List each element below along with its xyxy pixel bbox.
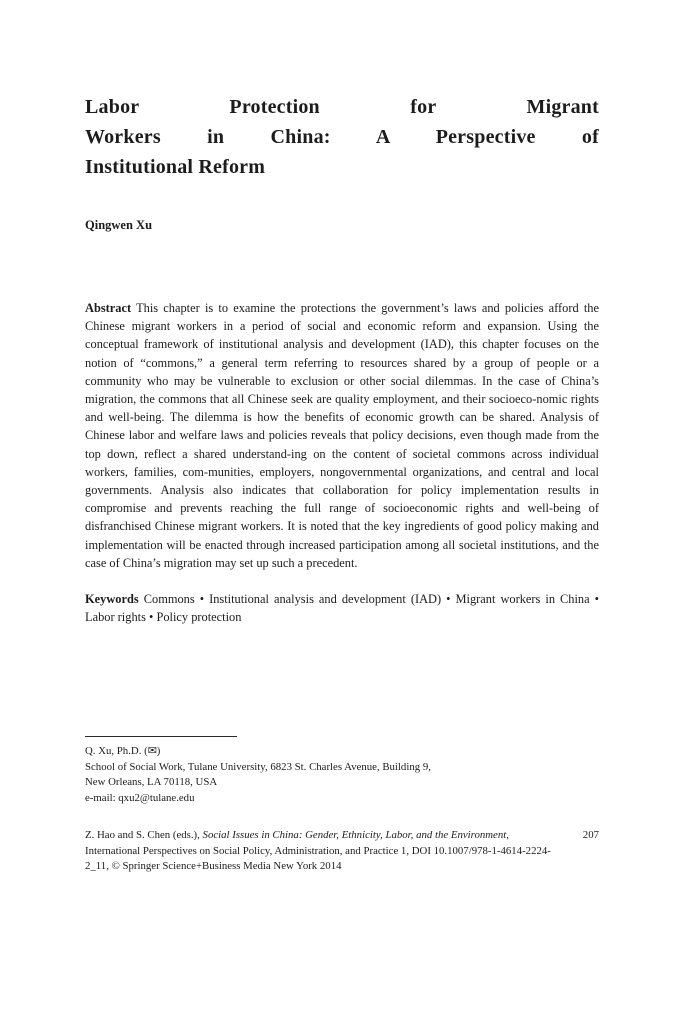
footer-citation-block (85, 828, 599, 875)
abstract-label: Abstract (85, 301, 132, 315)
footnote-affiliation-line2: New Orleans, LA 70118, USA (85, 776, 218, 789)
footnote-author-suffix: ) (156, 745, 161, 758)
keywords-section (85, 590, 599, 626)
author-name: Qingwen Xu (85, 218, 153, 232)
footer-citation (85, 828, 553, 875)
envelope-icon: ✉ (147, 745, 157, 758)
abstract-section (85, 299, 599, 572)
footnote-block (85, 744, 599, 806)
page-content (85, 0, 599, 875)
page-number: 207 (582, 829, 599, 842)
footnote-author-name: Q. Xu, Ph.D. ( (85, 745, 148, 758)
citation-book-title: Social Issues in China: Gender, Ethnicity, Labor, and the Environment (202, 829, 507, 842)
chapter-title (85, 92, 599, 182)
chapter-title-line: Institutional Reform (85, 156, 266, 178)
footnote-email: e-mail: qxu2@tulane.edu (85, 791, 195, 804)
keywords-text: Commons • Institutional analysis and development (IAD) • Migrant workers in China • Labor rights • Policy protection (85, 592, 599, 625)
citation-editors: Z. Hao and S. Chen (eds.), (85, 829, 203, 842)
citation-series-doi: , International Perspectives on Social Policy, Administration, and Practice 1, DOI 10.1007/978-1-4614-2224-2_11, © Springer Science+Business Media New York 2014 (85, 829, 551, 873)
abstract-text: This chapter is to examine the protections the government’s laws and policies afford the Chinese migrant workers in a period of social and economic reform and expansion. Using the conceptual framework of institutional analysis and development (IAD), this chapter focuses on the notion of “commons,” a general term referring to resources shared by a group of people or a community who may be vulnerable to exclusion or other social dilemmas. In the case of China’s migration, the commons that all Chinese seek are quality employment, and their socioeco-nomic rights and well-being. The dilemma is how the benefits of economic growth can be shared. Analysis of Chinese labor and welfare laws and policies reveals that policy decisions, even though made from the top down, reflect a shared understand-ing on the content of societal commons across individual workers, families, com-munities, employers, nongovernmental organizations, and central and local governments. Analysis also indicates that collaboration for policy implementation results in compromise and prevents reaching the full range of socioeconomic rights and well-being of disfranchised Chinese migrant workers. It is noted that the key ingredients of good policy making and implementation will be enacted through increased participation among all societal institutions, and the case of China’s migration may set up such a precedent. (85, 301, 599, 570)
chapter-title-line: Labor Protection for Migrant (85, 96, 599, 118)
footnote-affiliation-line1: School of Social Work, Tulane University, 6823 St. Charles Avenue, Building 9, (85, 760, 431, 773)
chapter-title-line: Workers in China: A Perspective of (85, 126, 599, 148)
keywords-label: Keywords (85, 592, 139, 607)
footnote-divider (85, 736, 237, 737)
footnote-author-line (85, 744, 599, 760)
